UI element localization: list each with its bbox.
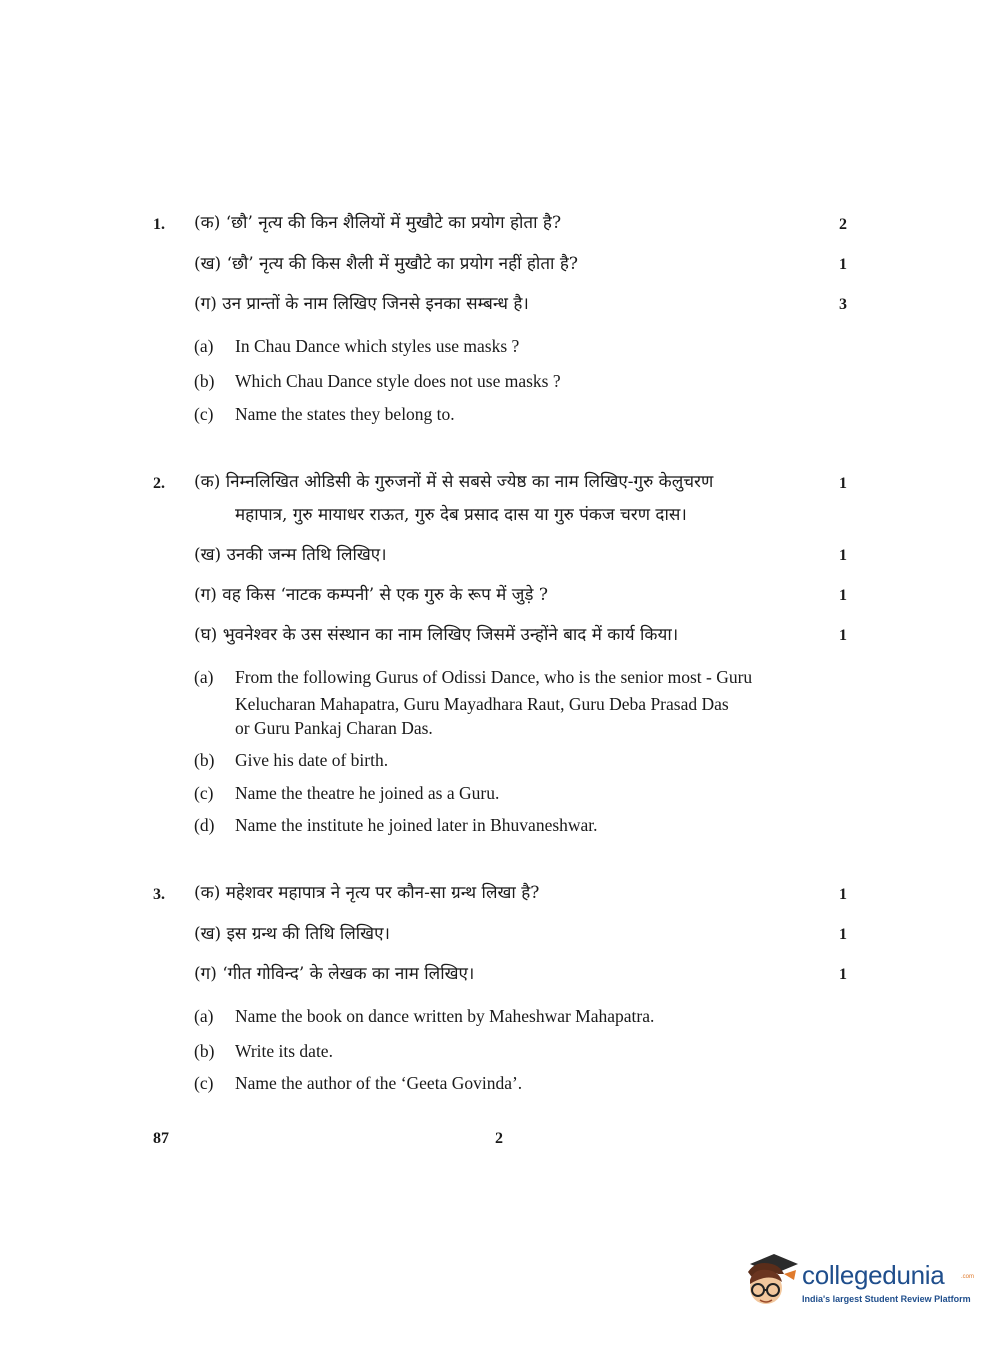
marks: 1	[839, 547, 847, 564]
marks: 3	[839, 296, 847, 313]
marks: 1	[839, 966, 847, 983]
part-label: (क)	[194, 883, 221, 903]
part-text-english: Name the institute he joined later in Bhuvaneshwar.	[235, 815, 598, 835]
part-text-english: Give his date of birth.	[235, 750, 389, 770]
part-label: (c)	[194, 1073, 214, 1093]
marks: 2	[839, 216, 847, 233]
question-number: 3.	[153, 886, 165, 903]
part-label: (ग)	[194, 964, 217, 984]
part-text: ‘छौ’ नृत्य की किन शैलियों में मुखौटे का प्रयोग होता है?	[225, 213, 562, 233]
question-part-hindi	[194, 293, 529, 315]
page-number: 2	[495, 1130, 503, 1147]
part-label: (क)	[194, 472, 221, 492]
logo-suffix: .com	[961, 1274, 975, 1280]
question-part-hindi	[194, 882, 539, 904]
question-part-hindi	[194, 584, 548, 606]
part-text-continued: or Guru Pankaj Charan Das.	[235, 718, 433, 738]
logo-tagline: India's largest Student Review Platform	[802, 1294, 971, 1304]
part-text-english: In Chau Dance which styles use masks ?	[235, 336, 520, 356]
part-label: (a)	[194, 336, 214, 356]
part-text: इस ग्रन्थ की तिथि लिखिए।	[226, 924, 390, 944]
marks: 1	[839, 926, 847, 943]
part-text: ‘गीत गोविन्द’ के लेखक का नाम लिखिए।	[222, 964, 475, 984]
part-label: (ग)	[194, 294, 217, 314]
part-text: भुवनेश्वर के उस संस्थान का नाम लिखिए जिसमें उन्होंने बाद में कार्य किया।	[222, 625, 679, 645]
part-text: उन प्रान्तों के नाम लिखिए जिनसे इनका सम्बन्ध है।	[222, 294, 529, 314]
marks: 1	[839, 587, 847, 604]
part-text-continued: Kelucharan Mahapatra, Guru Mayadhara Raut, Guru Deba Prasad Das	[235, 694, 729, 714]
part-label: (a)	[194, 667, 214, 687]
part-text-english: Which Chau Dance style does not use masks ?	[235, 371, 561, 391]
question-part-hindi	[194, 253, 578, 275]
part-text-english: Write its date.	[235, 1041, 333, 1061]
question-part-hindi	[194, 212, 561, 234]
part-text: वह किस ‘नाटक कम्पनी’ से एक गुरु के रूप में जुड़े ?	[222, 585, 548, 605]
part-text-english: Name the author of the ‘Geeta Govinda’.	[235, 1073, 523, 1093]
part-label: (घ)	[194, 625, 218, 645]
collegedunia-logo	[738, 1248, 975, 1318]
part-text-english: Name the theatre he joined as a Guru.	[235, 783, 500, 803]
part-label: (ख)	[194, 924, 222, 944]
part-text-english: Name the book on dance written by Maheshwar Mahapatra.	[235, 1006, 655, 1026]
part-label: (ख)	[194, 545, 222, 565]
question-part-hindi	[194, 624, 678, 646]
logo-wordmark: collegedunia	[802, 1260, 945, 1290]
paper-code: 87	[153, 1130, 169, 1147]
part-text-english: Name the states they belong to.	[235, 404, 455, 424]
part-text: महेशवर महापात्र ने नृत्य पर कौन-सा ग्रन्थ लिखा है?	[225, 883, 540, 903]
part-label: (b)	[194, 750, 215, 770]
question-number: 1.	[153, 216, 165, 233]
part-text: निम्नलिखित ओडिसी के गुरुजनों में से सबसे ज्येष्ठ का नाम लिखिए-गुरु केलुचरण	[225, 472, 714, 492]
part-label: (c)	[194, 404, 214, 424]
part-text: उनकी जन्म तिथि लिखिए।	[226, 545, 387, 565]
mascot-icon	[738, 1250, 800, 1312]
marks: 1	[839, 256, 847, 273]
part-text-english: From the following Gurus of Odissi Dance, who is the senior most - Guru	[235, 667, 753, 687]
marks: 1	[839, 627, 847, 644]
part-label: (c)	[194, 783, 214, 803]
part-text: ‘छौ’ नृत्य की किस शैली में मुखौटे का प्रयोग नहीं होता है?	[226, 254, 578, 274]
part-label: (ग)	[194, 585, 217, 605]
question-part-hindi	[194, 544, 387, 566]
question-part-hindi	[194, 963, 474, 985]
part-text-continued: महापात्र, गुरु मायाधर राऊत, गुरु देब प्रसाद दास या गुरु पंकज चरण दास।	[235, 505, 687, 525]
question-part-hindi	[194, 923, 390, 945]
part-label: (b)	[194, 371, 215, 391]
marks: 1	[839, 886, 847, 903]
question-part-hindi	[194, 471, 713, 493]
marks: 1	[839, 475, 847, 492]
part-label: (a)	[194, 1006, 214, 1026]
question-number: 2.	[153, 475, 165, 492]
part-label: (d)	[194, 815, 215, 835]
part-label: (क)	[194, 213, 221, 233]
part-label: (ख)	[194, 254, 222, 274]
part-label: (b)	[194, 1041, 215, 1061]
